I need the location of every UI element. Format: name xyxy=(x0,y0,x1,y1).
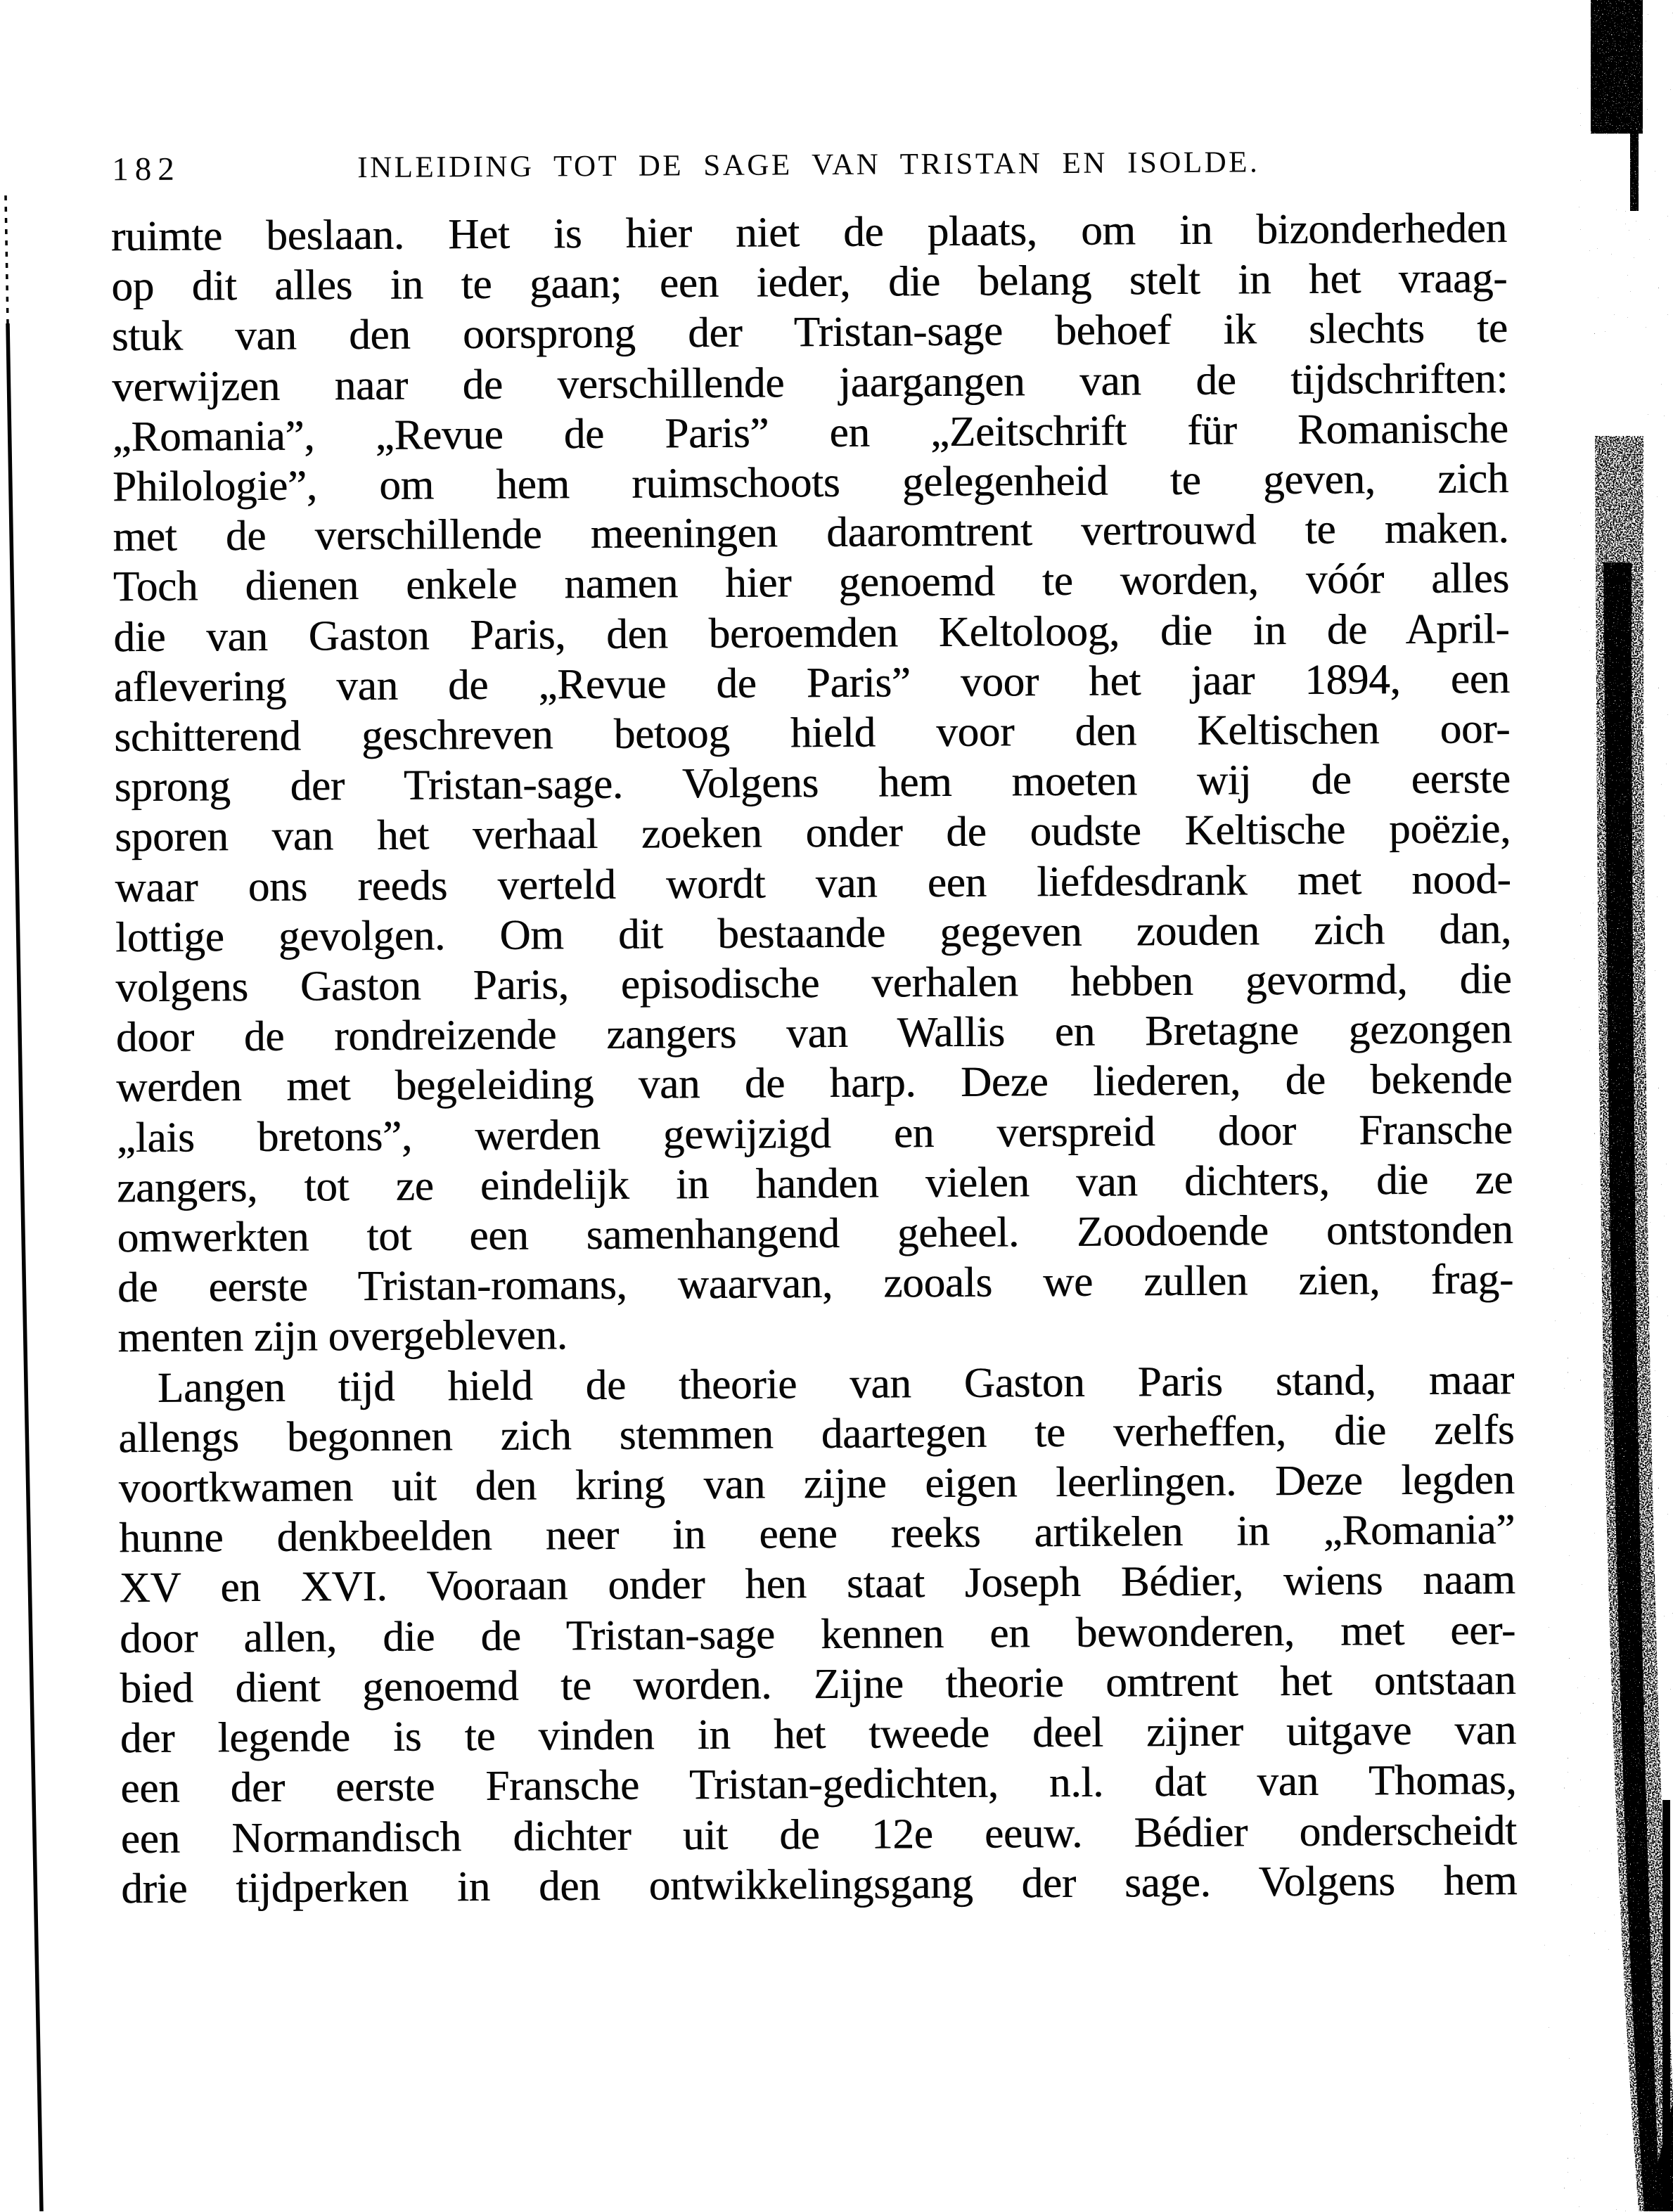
text-line: menten zijn overgebleven. xyxy=(117,1311,568,1362)
text-line: „lais bretons”, werden gewijzigd en verspreid door Fransche xyxy=(116,1105,1513,1162)
text-line: Philologie”, om hem ruimschoots gelegenheid te geven, zich xyxy=(112,455,1509,511)
page-number: 182 xyxy=(112,150,181,188)
text-line: zangers, tot ze eindelijk in handen vielen van dichters, die ze xyxy=(116,1155,1513,1212)
text-line: die van Gaston Paris, den beroemden Keltoloog, die in de April- xyxy=(113,605,1510,661)
text-line: Langen tijd hield de theorie van Gaston Paris stand, maar xyxy=(157,1356,1515,1412)
text-line: met de verschillende meeningen daaromtrent vertrouwd te maken. xyxy=(113,505,1509,561)
text-line: sprong der Tristan-sage. Volgens hem moeten wij de eerste xyxy=(114,755,1511,811)
text-line: sporen van het verhaal zoeken onder de oudste Keltische poëzie, xyxy=(114,805,1511,861)
text-line: ruimte beslaan. Het is hier niet de plaats, om in bizonderheden xyxy=(110,205,1508,261)
running-header-title: INLEIDING TOT DE SAGE VAN TRISTAN EN ISOLDE. xyxy=(357,146,1260,185)
text-line: door allen, die de Tristan-sage kennen en bewonderen, met eer- xyxy=(119,1606,1516,1662)
text-line: hunne denkbeelden neer in eene reeks artikelen in „Romania” xyxy=(118,1506,1515,1562)
text-line: „Romania”, „Revue de Paris” en „Zeitschrift für Romanische xyxy=(112,404,1508,461)
text-line: door de rondreizende zangers van Wallis en Bretagne gezongen xyxy=(115,1005,1513,1062)
text-line: werden met begeleiding van de harp. Deze liederen, de bekende xyxy=(116,1055,1513,1112)
text-line: aflevering van de „Revue de Paris” voor het jaar 1894, een xyxy=(113,655,1510,712)
text-line: de eerste Tristan-romans, waarvan, zooals we zullen zien, frag- xyxy=(117,1256,1514,1312)
text-line: lottige gevolgen. Om dit bestaande gegeven zouden zich dan, xyxy=(115,905,1512,962)
page-header xyxy=(110,138,1506,191)
text-line: der legende is te vinden in het tweede deel zijner uitgave van xyxy=(120,1706,1517,1763)
text-line: verwijzen naar de verschillende jaargangen van de tijdschriften: xyxy=(111,354,1508,411)
text-line: bied dient genoemd te worden. Zijne theorie omtrent het ontstaan xyxy=(120,1656,1516,1713)
text-line: drie tijdperken in den ontwikkelingsgang der sage. Volgens hem xyxy=(121,1856,1518,1912)
text-line: een der eerste Fransche Tristan-gedichten, n.l. dat van Thomas, xyxy=(120,1756,1517,1813)
text-line: op dit alles in te gaan; een ieder, die belang stelt in het vraag- xyxy=(111,255,1508,311)
text-line: volgens Gaston Paris, episodische verhalen hebben gevormd, die xyxy=(115,956,1512,1012)
text-line: stuk van den oorsprong der Tristan-sage behoef ik slechts te xyxy=(111,304,1508,361)
text-line: omwerkten tot een samenhangend geheel. Zoodoende ontstonden xyxy=(117,1206,1513,1262)
text-line: allengs begonnen zich stemmen daartegen te verheffen, die zelfs xyxy=(118,1406,1515,1462)
text-line: XV en XVI. Vooraan onder hen staat Joseph Bédier, wiens naam xyxy=(119,1556,1515,1612)
text-line: schitterend geschreven betoog hield voor den Keltischen oor- xyxy=(114,705,1511,761)
text-line: Toch dienen enkele namen hier genoemd te worden, vóór alles xyxy=(113,555,1510,611)
body-text xyxy=(111,203,1518,1914)
text-line: een Normandisch dichter uit de 12e eeuw. Bédier onderscheidt xyxy=(120,1806,1517,1863)
text-line: voortkwamen uit den kring van zijne eigen leerlingen. Deze legden xyxy=(118,1456,1515,1512)
text-line: waar ons reeds verteld wordt van een liefdesdrank met nood- xyxy=(115,855,1511,911)
